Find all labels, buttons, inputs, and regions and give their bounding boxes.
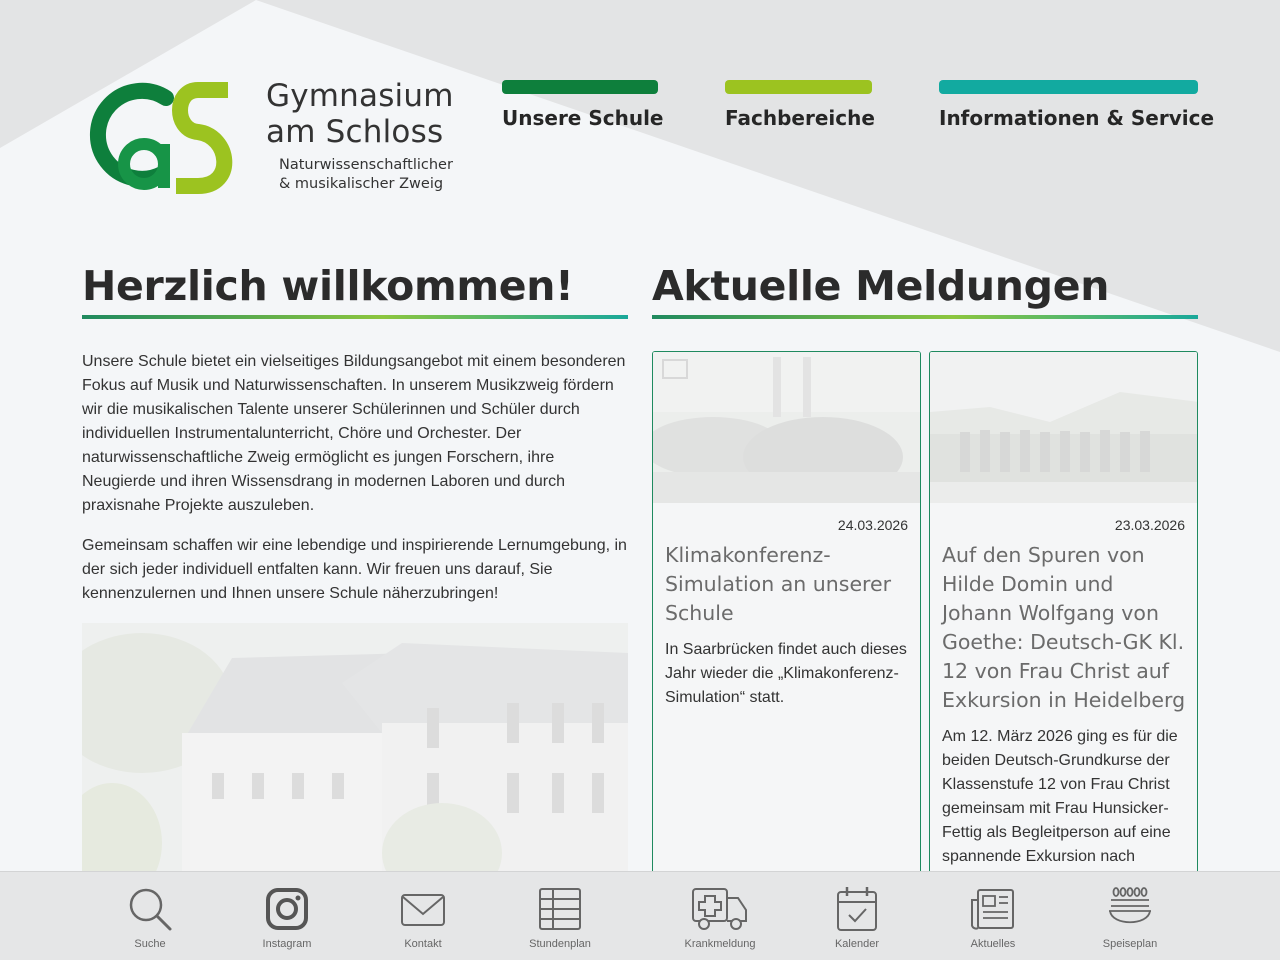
search-icon bbox=[125, 884, 175, 934]
news-headline[interactable]: Klimakonferenz-Simulation an unserer Schule bbox=[665, 543, 892, 625]
toolbar-meal-plan[interactable] bbox=[1075, 884, 1185, 956]
nav-item-unsere-schule[interactable] bbox=[502, 80, 664, 140]
toolbar-label: Speiseplan bbox=[1102, 938, 1158, 950]
welcome-title-rule bbox=[82, 315, 628, 319]
nav-bar-lime bbox=[725, 80, 872, 94]
news-headline[interactable]: Auf den Spuren von Hilde Domin und Johann Wolfgang von Goethe: Deutsch-GK Kl. 12 von Frau Christ auf Exkursion in Heidelberg bbox=[942, 543, 1186, 712]
toolbar-label: Kalender bbox=[834, 938, 880, 950]
news-teaser: Am 12. März 2026 ging es für die beiden Deutsch-Grundkurse der Klassenstufe 12 von Frau Christ gemeinsam mit Frau Hunsicker-Fettig als Begleitperson auf eine spannende Exkursion nach bbox=[942, 728, 1178, 865]
news-card[interactable] bbox=[652, 351, 921, 891]
toolbar-label: Stundenplan bbox=[529, 938, 591, 950]
toolbar-sick-note[interactable] bbox=[665, 884, 775, 956]
toolbar-timetable[interactable] bbox=[505, 884, 615, 956]
nav-label: Informationen & Service bbox=[939, 106, 1215, 130]
news-title-rule bbox=[652, 315, 1198, 319]
meal-icon bbox=[1105, 884, 1155, 934]
logo-mark-icon bbox=[80, 78, 240, 196]
instagram-icon bbox=[262, 884, 312, 934]
toolbar-label: Suche bbox=[134, 938, 166, 950]
nav-item-fachbereiche[interactable] bbox=[725, 80, 875, 140]
news-teaser: In Saarbrücken findet auch dieses Jahr wieder die „Klimakonferenz-Simulation“ statt. bbox=[665, 641, 907, 706]
welcome-title: Herzlich willkommen! bbox=[82, 262, 574, 310]
toolbar-instagram[interactable] bbox=[232, 884, 342, 956]
nav-bar-green bbox=[502, 80, 658, 94]
news-date: 23.03.2026 bbox=[1114, 517, 1185, 533]
newspaper-icon bbox=[968, 884, 1018, 934]
bottom-toolbar bbox=[0, 871, 1280, 960]
mail-icon bbox=[398, 884, 448, 934]
logo-subtitle-line1: Naturwissenschaftlicher bbox=[279, 157, 453, 173]
toolbar-label: Kontakt bbox=[404, 938, 442, 950]
classroom-photo bbox=[653, 352, 920, 503]
toolbar-calendar[interactable] bbox=[802, 884, 912, 956]
news-image bbox=[653, 352, 920, 503]
group-photo bbox=[930, 352, 1197, 503]
news-date: 24.03.2026 bbox=[837, 517, 908, 533]
toolbar-label: Instagram bbox=[262, 938, 312, 950]
logo-title bbox=[266, 78, 454, 150]
news-image bbox=[930, 352, 1197, 503]
welcome-paragraph: Unsere Schule bietet ein vielseitiges Bildungsangebot mit einem besonderen Fokus auf Musik und Naturwissenschaften. In unserem Musikzweig fördern wir die musikalischen Talente unserer Schülerinnen und Schüler durch individuellen Instrumentalunterricht, Chöre und Orchester. Der naturwissenschaftliche Zweig ermöglicht es jungen Forschern, ihre Neugierde und ihren Wissensdrang in modernen Laboren und durch praxisnahe Projekte auszuleben. bbox=[82, 353, 626, 514]
logo-subtitle-line2: & musikalischer Zweig bbox=[279, 176, 444, 192]
news-title: Aktuelle Meldungen bbox=[652, 262, 1110, 310]
welcome-intro bbox=[82, 350, 630, 622]
nav-label: Fachbereiche bbox=[725, 106, 875, 130]
nav-item-informationen-service[interactable] bbox=[939, 80, 1215, 140]
news-card[interactable] bbox=[929, 351, 1198, 891]
toolbar-label: Krankmeldung bbox=[684, 938, 756, 950]
toolbar-label: Aktuelles bbox=[970, 938, 1016, 950]
logo-title-line1: Gymnasium bbox=[266, 78, 454, 114]
school-building-photo bbox=[82, 623, 628, 883]
timetable-icon bbox=[535, 884, 585, 934]
nav-bar-teal bbox=[939, 80, 1198, 94]
nav-label: Unsere Schule bbox=[502, 106, 664, 130]
ambulance-icon bbox=[690, 884, 750, 934]
school-building-illustration bbox=[82, 623, 628, 883]
site-logo[interactable] bbox=[80, 78, 460, 198]
logo-subtitle bbox=[279, 156, 453, 194]
toolbar-news[interactable] bbox=[938, 884, 1048, 956]
logo-title-line2: am Schloss bbox=[266, 114, 444, 150]
toolbar-search[interactable] bbox=[95, 884, 205, 956]
calendar-icon bbox=[832, 884, 882, 934]
toolbar-contact[interactable] bbox=[368, 884, 478, 956]
welcome-paragraph: Gemeinsam schaffen wir eine lebendige und inspirierende Lernumgebung, in der sich jeder individuell entfalten kann. Wir freuen uns darauf, Sie kennenzulernen und Ihnen unsere Schule näherzubringen! bbox=[82, 537, 627, 602]
